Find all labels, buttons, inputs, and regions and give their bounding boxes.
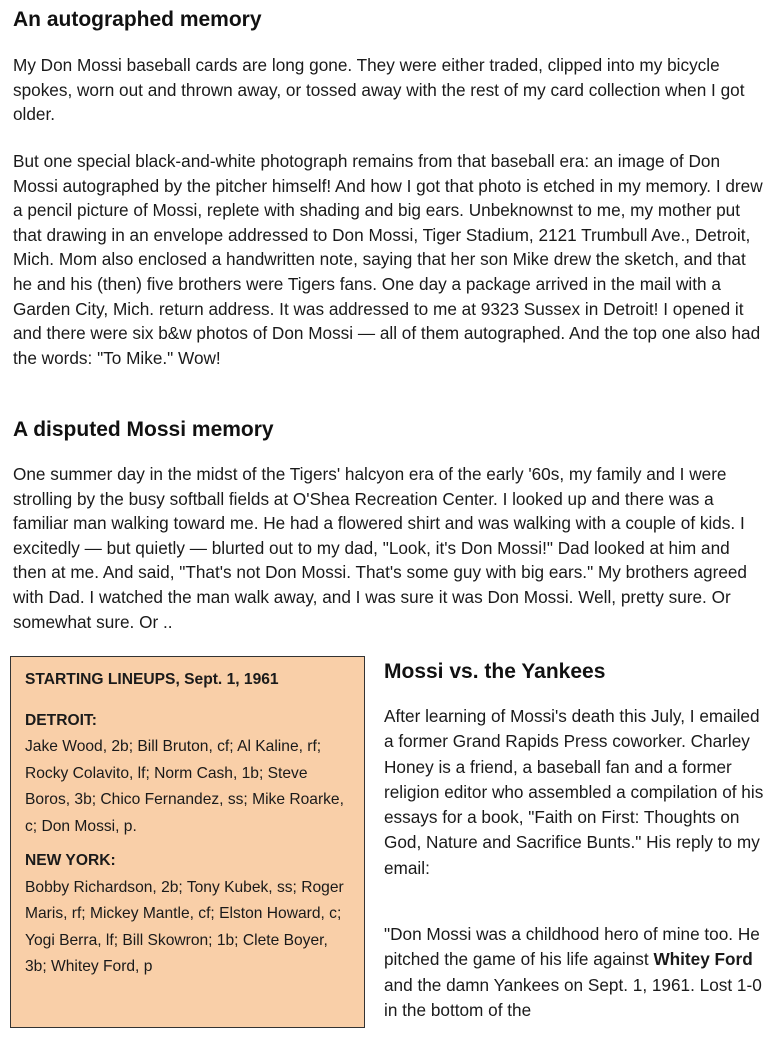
team-label-new-york: NEW YORK: <box>25 852 116 869</box>
team-label-detroit: DETROIT: <box>25 711 97 729</box>
paragraph-autographed-photo: But one special black-and-white photograph remains from that baseball era: an image of Don Mossi autographed by the pitcher himself! And how I got that photo is etched in my memory. I drew a pencil picture of Mossi, replete with shading and big ears. Unbeknownst to me, my mother put that drawing in an envelope addressed to Don Mossi, Tiger Stadium, 2121 Trumbull Ave., Detroit, Mich. Mom also enclosed a handwritten note, saying that her son Mike drew the sketch, and that he and his (then) five brothers were Tigers fans. One day a package arrived in the mail with a Garden City, Mich. return address. It was addressed to me at 9323 Sussex in Detroit! I opened it and there were six b&w photos of Don Mossi — all of them autographed. And the top one also had the words: "To Mike." Wow! <box>13 151 763 368</box>
paragraph-disputed-memory: One summer day in the midst of the Tigers' halcyon era of the early '60s, my family and I were strolling by the busy softball fields at O'Shea Recreation Center. I looked up and there was a familiar man walking toward me. He had a flowered shirt and was walking with a couple of kids. I excitedly — but quietly — blurted out to my dad, "Look, it's Don Mossi!" Dad looked at him and then at me. And said, "That's not Don Mossi. That's some guy with big ears." My brothers agreed with Dad. I watched the man walk away, and I was sure it was Don Mossi. Well, pretty sure. Or somewhat sure. Or .. <box>13 464 747 632</box>
starting-lineups-sidebar <box>10 656 365 1028</box>
quote-text-after: and the damn Yankees on Sept. 1, 1961. Lost 1-0 in the bottom of the <box>384 974 762 1020</box>
paragraph-charley-honey: After learning of Mossi's death this July, I emailed a former Grand Rapids Press coworker. Charley Honey is a friend, a baseball fan and a former religion editor who assembled a compilation of his essays for a book, "Faith on First: Thoughts on God, Nature and Sacrifice Bunts." His reply to my email: <box>384 706 764 878</box>
section-heading-disputed-memory: A disputed Mossi memory <box>13 418 274 441</box>
lineups-title: STARTING LINEUPS, Sept. 1, 1961 <box>25 671 279 688</box>
quote-text-before: "Don Mossi was a childhood hero of mine too. He pitched the game of his life against <box>384 924 760 970</box>
section-heading-autographed-memory: An autographed memory <box>13 8 262 31</box>
section-heading-mossi-vs-yankees: Mossi vs. the Yankees <box>384 660 606 683</box>
paragraph-quote <box>384 922 766 1023</box>
roster-detroit: Jake Wood, 2b; Bill Bruton, cf; Al Kaline, rf; Rocky Colavito, lf; Norm Cash, 1b; Steve Boros, 3b; Chico Fernandez, ss; Mike Roarke, c; Don Mossi, p. <box>25 738 344 835</box>
paragraph-baseball-cards: My Don Mossi baseball cards are long gone. They were either traded, clipped into my bicycle spokes, worn out and thrown away, or tossed away with the rest of my card collection when I got older. <box>13 55 745 125</box>
roster-new-york: Bobby Richardson, 2b; Tony Kubek, ss; Roger Maris, rf; Mickey Mantle, cf; Elston Howard, c; Yogi Berra, lf; Bill Skowron; 1b; Clete Boyer, 3b; Whitey Ford, p <box>25 878 344 975</box>
quote-bold-name: Whitey Ford <box>653 949 753 970</box>
